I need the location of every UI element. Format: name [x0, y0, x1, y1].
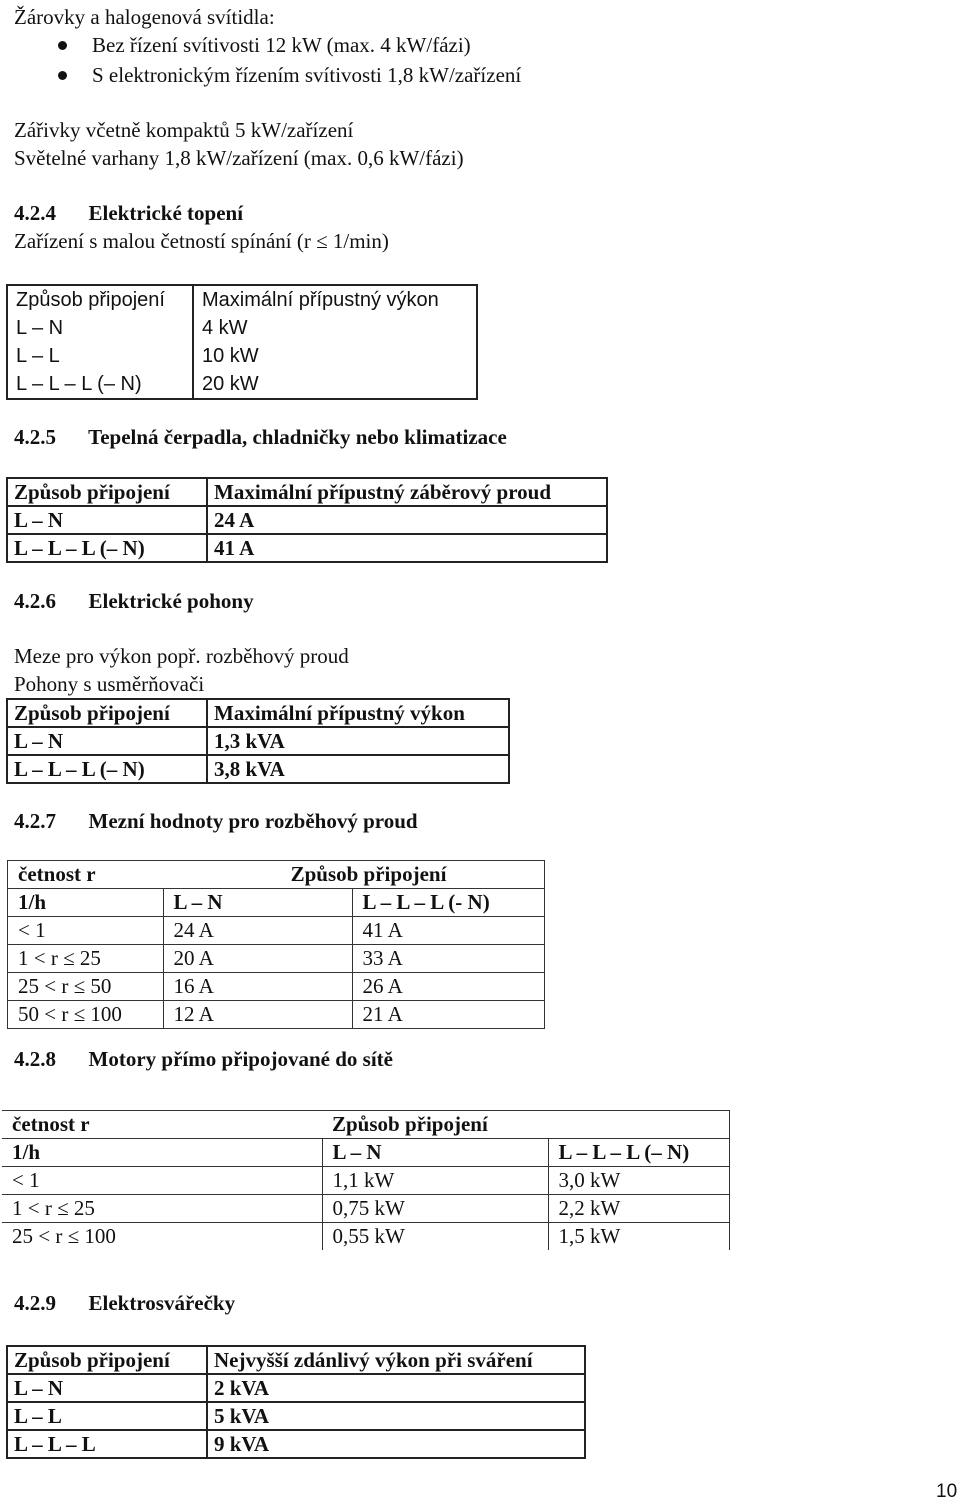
table-cell: 1,1 kW	[322, 1167, 548, 1195]
heading-number: 4.2.9	[14, 1291, 56, 1315]
bullet-icon	[58, 71, 67, 80]
table-cell: 5 kVA	[207, 1402, 585, 1430]
section-heading-4-2-4	[14, 199, 243, 227]
table-cell: L – N	[163, 889, 352, 917]
table-cell: 1 < r ≤ 25	[2, 1195, 322, 1223]
table-cell: 26 A	[352, 973, 545, 1001]
table-cell: 20 A	[163, 945, 352, 973]
intro-title: Žárovky a halogenová svítidla:	[14, 5, 275, 29]
text-line: Zářivky včetně kompaktů 5 kW/zařízení	[14, 118, 354, 142]
table-row	[7, 506, 607, 534]
table-cell: Nejvyšší zdánlivý výkon při sváření	[207, 1346, 585, 1374]
heading-text: Elektrosvářečky	[88, 1291, 236, 1315]
table-row	[7, 534, 607, 562]
table-cell: 12 A	[163, 1001, 352, 1029]
table-cell: Způsob připojení	[322, 1111, 730, 1139]
table-row	[7, 1402, 585, 1430]
table-cell: 24 A	[163, 917, 352, 945]
table-cell: L – L – L (– N)	[7, 755, 207, 783]
table-cell: 3,0 kW	[548, 1167, 730, 1195]
table-cell: < 1	[8, 917, 164, 945]
table-cell: Způsob připojení	[7, 1346, 207, 1374]
table-row	[7, 478, 607, 506]
table-cell: četnost r	[8, 861, 164, 889]
table-cell: 1 < r ≤ 25	[8, 945, 164, 973]
table-cell: Maximální přípustný výkon	[202, 289, 439, 311]
table-header-row	[8, 889, 545, 917]
table-row	[7, 727, 509, 755]
table-cell: 21 A	[352, 1001, 545, 1029]
table-cell: 3,8 kVA	[207, 755, 509, 783]
table-row	[8, 1001, 545, 1029]
page-number: 10	[936, 1481, 958, 1502]
table-row	[8, 945, 545, 973]
heading-number: 4.2.7	[14, 809, 56, 833]
table-cell: 2 kVA	[207, 1374, 585, 1402]
table-row	[7, 370, 477, 399]
table-header-row	[2, 1139, 730, 1167]
table-cell: L – N	[7, 506, 207, 534]
table-row	[8, 973, 545, 1001]
text-line: Světelné varhany 1,8 kW/zařízení (max. 0,6 kW/fázi)	[14, 146, 464, 170]
heading-text: Motory přímo připojované do sítě	[88, 1047, 393, 1071]
text-line: Pohony s usměrňovači	[14, 672, 205, 696]
table-cell: Způsob připojení	[7, 285, 193, 314]
table-cell: Maximální přípustný výkon	[207, 699, 509, 727]
table-cell: 16 A	[163, 973, 352, 1001]
table-cell: 0,75 kW	[322, 1195, 548, 1223]
table-cell: L – L – L (– N)	[7, 534, 207, 562]
table-welders	[6, 1345, 586, 1459]
table-cell: 4 kW	[202, 317, 248, 339]
section-heading-4-2-8	[14, 1045, 393, 1073]
table-cell: 24 A	[207, 506, 607, 534]
table-cell: L – L – L (– N)	[548, 1139, 730, 1167]
table-cell: Způsob připojení	[163, 861, 545, 889]
table-cell: 0,55 kW	[322, 1223, 548, 1251]
table-cell: 1/h	[8, 889, 164, 917]
table-row	[2, 1167, 730, 1195]
heading-number: 4.2.6	[14, 589, 56, 613]
table-cell: 1/h	[2, 1139, 322, 1167]
table-row	[7, 285, 477, 314]
table-cell: L – L	[7, 1402, 207, 1430]
heading-text: Mezní hodnoty pro rozběhový proud	[88, 809, 418, 833]
table-row	[7, 1430, 585, 1458]
table-motors	[2, 1110, 730, 1250]
bullet-icon	[58, 41, 67, 50]
table-cell: 2,2 kW	[548, 1195, 730, 1223]
table-row	[7, 342, 477, 370]
section-note: Zařízení s malou četností spínání (r ≤ 1/min)	[14, 229, 389, 253]
table-row	[7, 699, 509, 727]
table-cell: L – N	[7, 314, 193, 342]
table-cell: 1,3 kVA	[207, 727, 509, 755]
table-cell: 20 kW	[202, 373, 259, 395]
table-cell: 1,5 kW	[548, 1223, 730, 1251]
table-startup-current	[7, 860, 545, 1029]
table-heat-pumps	[6, 477, 608, 563]
section-heading-4-2-7	[14, 807, 418, 835]
table-cell: L – L	[7, 342, 193, 370]
table-cell: 33 A	[352, 945, 545, 973]
heading-number: 4.2.4	[14, 201, 56, 225]
table-cell: L – L – L (- N)	[352, 889, 545, 917]
table-cell: L – L – L	[7, 1430, 207, 1458]
table-row	[7, 1346, 585, 1374]
bullet-item: Bez řízení svítivosti 12 kW (max. 4 kW/fázi)	[92, 33, 471, 57]
section-heading-4-2-9	[14, 1289, 235, 1317]
table-cell: 25 < r ≤ 50	[8, 973, 164, 1001]
table-row	[7, 314, 477, 342]
table-cell: 41 A	[207, 534, 607, 562]
table-drives	[6, 698, 510, 784]
table-cell: L – N	[322, 1139, 548, 1167]
heading-text: Elektrické topení	[88, 201, 244, 225]
table-cell: 10 kW	[202, 345, 259, 367]
table-cell: 41 A	[352, 917, 545, 945]
table-cell: Maximální přípustný záběrový proud	[207, 478, 607, 506]
section-heading-4-2-6	[14, 587, 254, 615]
heading-number: 4.2.5	[14, 425, 56, 449]
table-row	[7, 755, 509, 783]
table-row	[8, 917, 545, 945]
table-cell: Způsob připojení	[7, 478, 207, 506]
table-cell: četnost r	[2, 1111, 322, 1139]
heading-number: 4.2.8	[14, 1047, 56, 1071]
section-heading-4-2-5	[14, 423, 507, 451]
table-cell: 50 < r ≤ 100	[8, 1001, 164, 1029]
table-header-row	[8, 861, 545, 889]
table-row	[2, 1195, 730, 1223]
table-cell: Způsob připojení	[7, 699, 207, 727]
heading-text: Tepelná čerpadla, chladničky nebo klimatizace	[88, 425, 507, 449]
text-line: Meze pro výkon popř. rozběhový proud	[14, 644, 349, 668]
table-cell: 25 < r ≤ 100	[2, 1223, 322, 1251]
table-cell: < 1	[2, 1167, 322, 1195]
table-cell: 9 kVA	[207, 1430, 585, 1458]
table-header-row	[2, 1111, 730, 1139]
table-row	[2, 1223, 730, 1251]
table-connection-power	[6, 284, 478, 400]
table-cell: L – N	[7, 727, 207, 755]
table-row	[7, 1374, 585, 1402]
table-cell: L – N	[7, 1374, 207, 1402]
bullet-item: S elektronickým řízením svítivosti 1,8 kW/zařízení	[92, 63, 522, 87]
heading-text: Elektrické pohony	[88, 589, 254, 613]
table-cell: L – L – L (– N)	[7, 370, 193, 399]
